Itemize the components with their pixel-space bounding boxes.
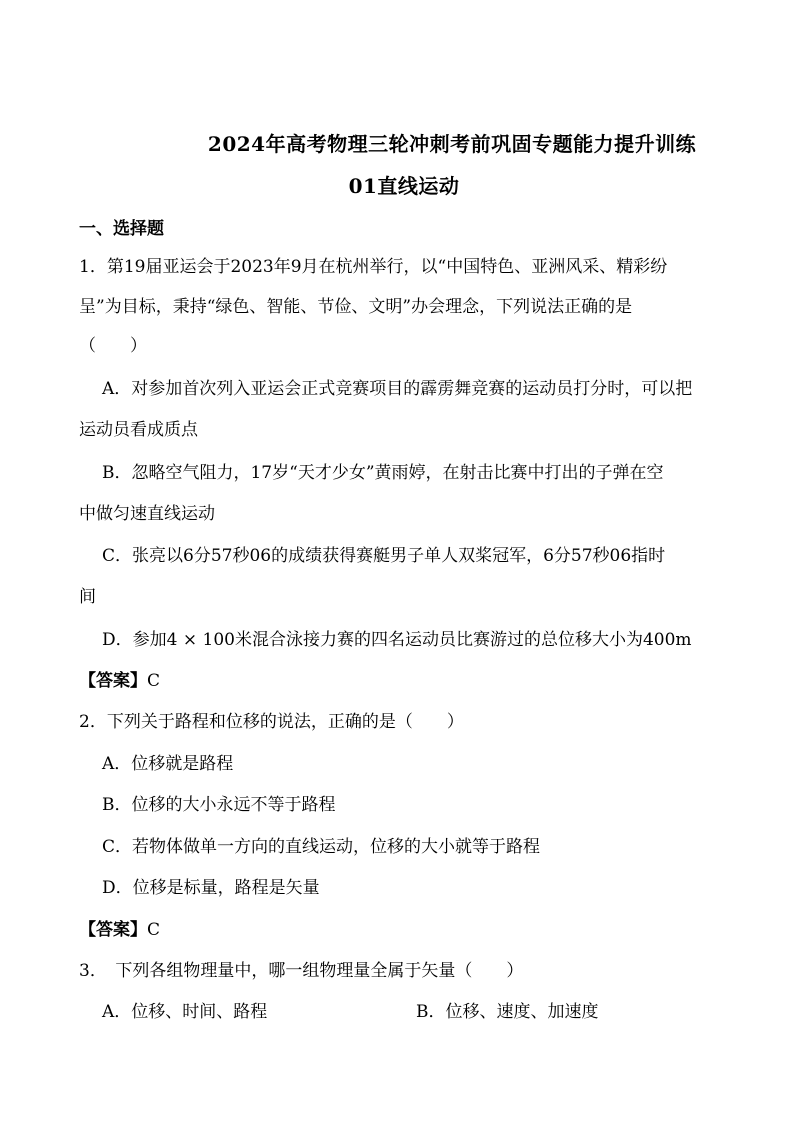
answer-value: C (147, 920, 161, 940)
answer-value: C (147, 671, 161, 691)
question-3-option-a: A．位移、时间、路程 (102, 1002, 268, 1022)
answer-label: 【答案】 (79, 920, 147, 940)
answer-label: 【答案】 (79, 671, 147, 691)
question-2-option-c: C．若物体做单一方向的直线运动，位移的大小就等于路程 (102, 837, 541, 857)
question-1-stem-line-2: 呈”为目标，秉持“绿色、智能、节俭、文明”办会理念，下列说法正确的是 (79, 297, 633, 317)
question-1-option-c-line-1: C．张亮以6分57秒06的成绩获得赛艇男子单人双桨冠军，6分57秒06指时 (102, 546, 666, 566)
question-3-stem: 3． 下列各组物理量中，哪一组物理量全属于矢量（ ） (79, 961, 524, 981)
document-subtitle: 01直线运动 (348, 174, 460, 198)
question-1-option-a-line-1: A．对参加首次列入亚运会正式竞赛项目的霹雳舞竞赛的运动员打分时，可以把 (102, 379, 693, 399)
question-1-answer (79, 670, 160, 692)
document-title: 2024年高考物理三轮冲刺考前巩固专题能力提升训练 (207, 132, 697, 156)
question-2-answer (79, 919, 160, 941)
question-2-option-b: B．位移的大小永远不等于路程 (102, 795, 336, 815)
question-3-option-b: B．位移、速度、加速度 (416, 1002, 599, 1022)
question-1-option-c-line-2: 间 (79, 587, 96, 607)
question-1-option-a-line-2: 运动员看成质点 (79, 420, 198, 440)
question-1-answer-blank: （ ） (79, 336, 147, 356)
question-2-option-a: A．位移就是路程 (102, 754, 234, 774)
question-2-stem: 2．下列关于路程和位移的说法，正确的是（ ） (79, 712, 464, 732)
question-1-option-d: D．参加4 × 100米混合泳接力赛的四名运动员比赛游过的总位移大小为400m (102, 630, 692, 650)
question-1-option-b-line-1: B．忽略空气阻力，17岁“天才少女”黄雨婷，在射击比赛中打出的子弹在空 (102, 463, 664, 483)
question-2-option-d: D．位移是标量，路程是矢量 (102, 878, 320, 898)
question-1-stem-line-1: 1．第19届亚运会于2023年9月在杭州举行，以“中国特色、亚洲风采、精彩纷 (79, 257, 668, 277)
section-heading: 一、选择题 (79, 219, 164, 239)
question-1-option-b-line-2: 中做匀速直线运动 (79, 504, 215, 524)
